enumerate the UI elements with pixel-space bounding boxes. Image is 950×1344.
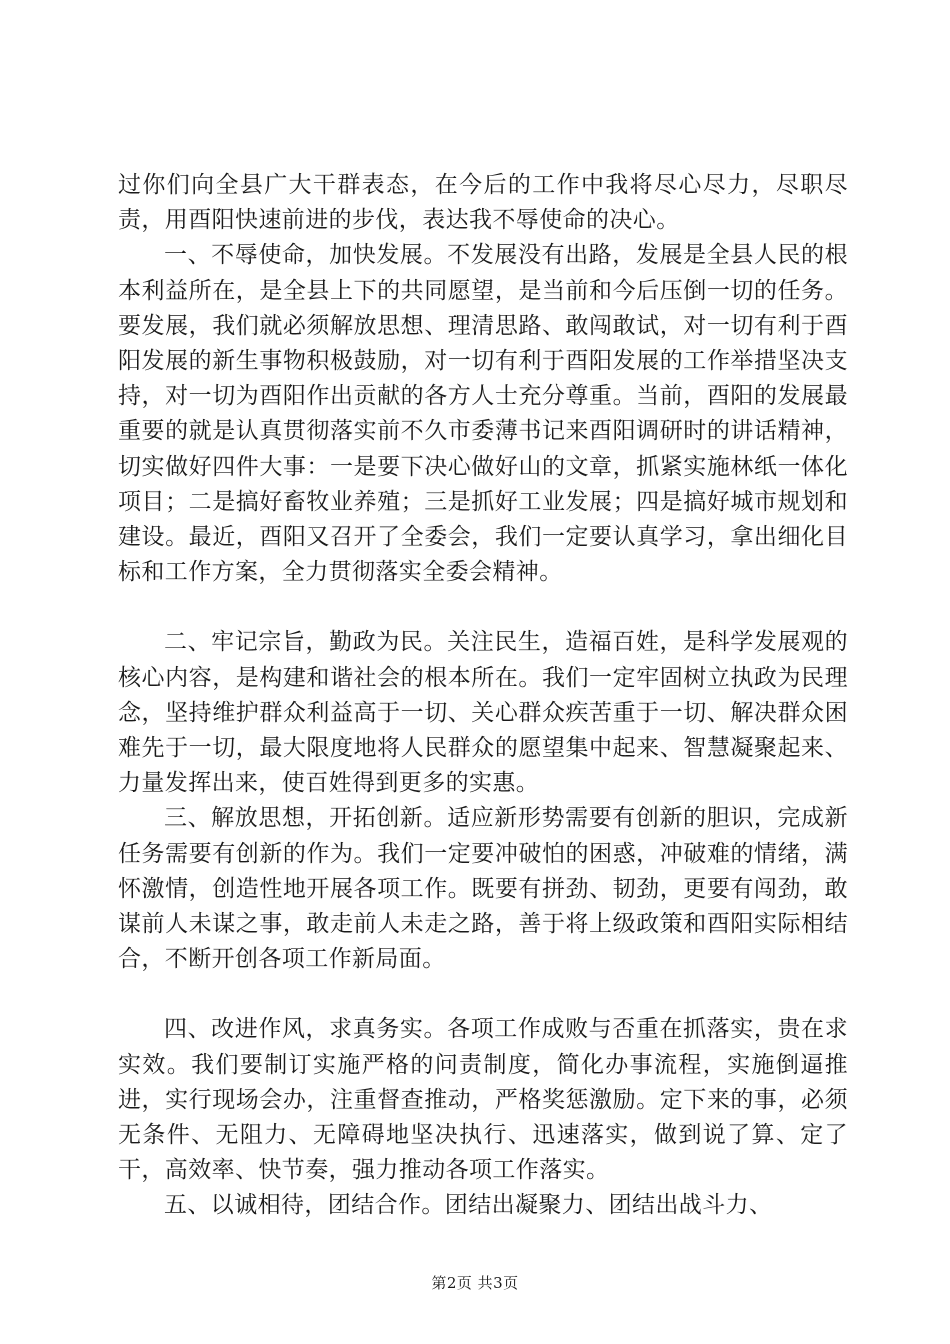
- paragraph-point-three: 三、解放思想，开拓创新。适应新形势需要有创新的胆识，完成新任务需要有创新的作为。我们一定要冲破怕的困惑，冲破难的情绪，满怀激情，创造性地开展各项工作。既要有拼劲、韧劲，更要有闯劲，敢谋前人未谋之事，敢走前人未走之路，善于将上级政策和酉阳实际相结合，不断开创各项工作新局面。: [118, 805, 848, 973]
- paragraph-point-two: 二、牢记宗旨，勤政为民。关注民生，造福百姓，是科学发展观的核心内容，是构建和谐社会的根本所在。我们一定牢固树立执政为民理念，坚持维护群众利益高于一切、关心群众疾苦重于一切、解决群众困难先于一切，最大限度地将人民群众的愿望集中起来、智慧凝聚起来、力量发挥出来，使百姓得到更多的实惠。: [118, 629, 848, 797]
- paragraph-point-four: 四、改进作风，求真务实。各项工作成败与否重在抓落实，贵在求实效。我们要制订实施严格的问责制度，简化办事流程，实施倒逼推进，实行现场会办，注重督查推动，严格奖惩激励。定下来的事，必须无条件、无阻力、无障碍地坚决执行、迅速落实，做到说了算、定了干，高效率、快节奏，强力推动各项工作落实。: [118, 1016, 848, 1184]
- paragraph-point-five: 五、以诚相待，团结合作。团结出凝聚力、团结出战斗力、: [164, 1192, 773, 1219]
- paragraph-point-one: 一、不辱使命，加快发展。不发展没有出路，发展是全县人民的根本利益所在，是全县上下的共同愿望，是当前和今后压倒一切的任务。要发展，我们就必须解放思想、理清思路、敢闯敢试，对一切有利于酉阳发展的新生事物积极鼓励，对一切有利于酉阳发展的工作举措坚决支持，对一切为酉阳作出贡献的各方人士充分尊重。当前，酉阳的发展最重要的就是认真贯彻落实前不久市委薄书记来酉阳调研时的讲话精神，切实做好四件大事：一是要下决心做好山的文章，抓紧实施林纸一体化项目；二是搞好畜牧业养殖；三是抓好工业发展；四是搞好城市规划和建设。最近，酉阳又召开了全委会，我们一定要认真学习，拿出细化目标和工作方案，全力贯彻落实全委会精神。: [118, 242, 848, 586]
- document-body: [118, 168, 848, 1224]
- paragraph-pledge-intro: 过你们向全县广大干群表态，在今后的工作中我将尽心尽力，尽职尽责，用酉阳快速前进的步伐，表达我不辱使命的决心。: [118, 172, 848, 234]
- page-number-footer: 第2页 共3页: [431, 1274, 519, 1292]
